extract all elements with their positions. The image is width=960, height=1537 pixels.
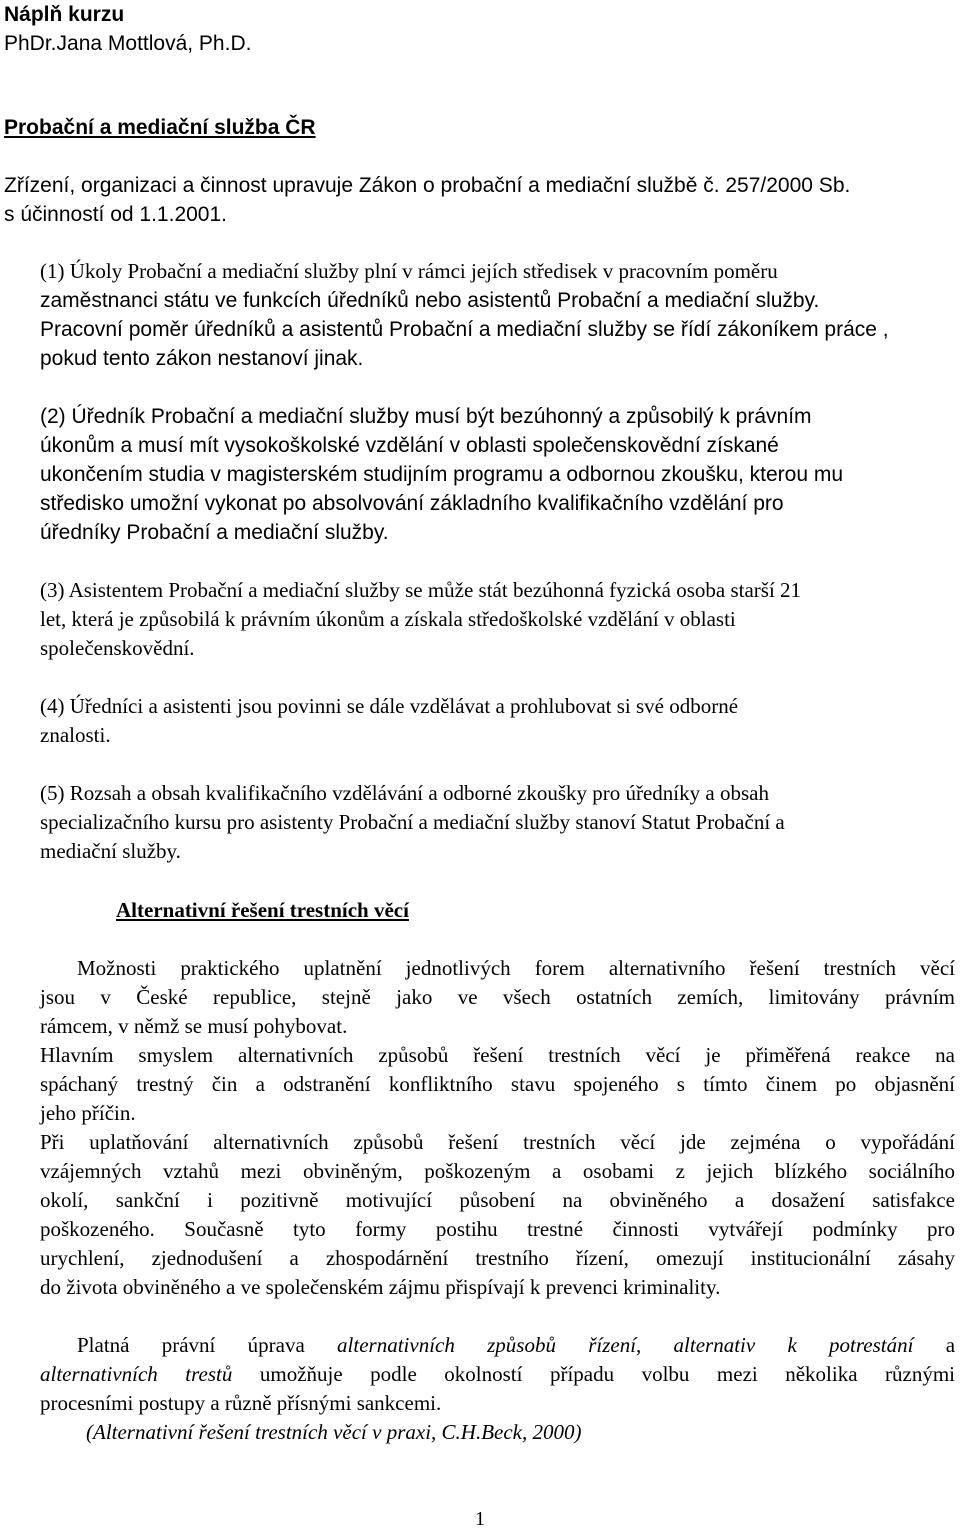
section-heading-probation: Probační a mediační služba ČR	[4, 116, 316, 139]
paragraph-line: urychlení, zjednodušení a zhospodárnění trestního řízení, omezují institucionální zásahy	[40, 1246, 955, 1270]
citation: (Alternativní řešení trestních věcí v praxi, C.H.Beck, 2000)	[86, 1420, 582, 1444]
intro-line-2: s účinností od 1.1.2001.	[4, 203, 227, 226]
paragraph-line: okolí, sankční i pozitivně motivující působení na obviněného a dosažení satisfakce	[40, 1188, 955, 1212]
author-name: PhDr.Jana Mottlová, Ph.D.	[4, 32, 252, 55]
paragraph-4-line: (4) Úředníci a asistenti jsou povinni se dále vzdělávat a prohlubovat si své odborné	[40, 694, 739, 718]
paragraph-5-line: (5) Rozsah a obsah kvalifikačního vzdělávání a odborné zkoušky pro úředníky a obsah	[40, 781, 769, 805]
paragraph-2-line: úředníky Probační a mediační služby.	[40, 521, 389, 544]
page-number: 1	[475, 1508, 485, 1530]
paragraph-3-line: společenskovědní.	[40, 636, 195, 660]
section-2-paragraph-2	[40, 1041, 955, 1128]
paragraph-line: poškozeného. Současně tyto formy postihu trestné činnosti vytvářejí podmínky pro	[40, 1217, 955, 1241]
paragraph-2-line: (2) Úředník Probační a mediační služby musí být bezúhonný a způsobilý k právním	[40, 405, 812, 428]
section-heading-alternative: Alternativní řešení trestních věcí	[116, 898, 409, 922]
paragraph-line: vzájemných vztahů mezi obviněným, poškozeným a osobami z jejich blízkého sociálního	[40, 1159, 955, 1183]
section-2-paragraph-1	[40, 954, 955, 1041]
paragraph-line: Hlavním smyslem alternativních způsobů řešení trestních věcí je přiměřená reakce na	[40, 1043, 955, 1067]
paragraph-line: alternativních trestů umožňuje podle okolností případu volbu mezi několika různými	[40, 1362, 956, 1386]
paragraph-line: jeho příčin.	[40, 1101, 136, 1125]
section-2-paragraph-3	[40, 1128, 955, 1302]
paragraph-line: procesními postupy a různě přísnými sankcemi.	[40, 1391, 442, 1415]
paragraph-2-line: ukončením studia v magisterském studijním programu a odbornou zkoušku, kterou mu	[40, 463, 844, 486]
paragraph-2-line: středisko umožní vykonat po absolvování základního kvalifikačního vzdělání pro	[40, 492, 784, 515]
intro-line-1: Zřízení, organizaci a činnost upravuje Zákon o probační a mediační službě č. 257/2000 Sb.	[4, 174, 851, 197]
section-2-paragraph-4	[40, 1331, 955, 1418]
paragraph-line: jsou v České republice, stejně jako ve všech ostatních zemích, limitovány právním	[40, 985, 955, 1009]
document-title: Náplň kurzu	[4, 3, 125, 26]
paragraph-1-line: (1) Úkoly Probační a mediační služby plní v rámci jejích středisek v pracovním poměru	[40, 259, 778, 283]
paragraph-1-line: zaměstnanci státu ve funkcích úředníků nebo asistentů Probační a mediační služby.	[40, 289, 820, 312]
paragraph-5-line: specializačního kursu pro asistenty Probační a mediační služby stanoví Statut Probační a	[40, 810, 785, 834]
paragraph-4-line: znalosti.	[40, 723, 111, 747]
paragraph-1-line: pokud tento zákon nestanoví jinak.	[40, 347, 364, 370]
paragraph-line: Možnosti praktického uplatnění jednotlivých forem alternativního řešení trestních věcí	[77, 956, 955, 980]
paragraph-1-line: Pracovní poměr úředníků a asistentů Probační a mediační služby se řídí zákoníkem práce ,	[40, 318, 889, 341]
paragraph-2-line: úkonům a musí mít vysokoškolské vzdělání v oblasti společenskovědní získané	[40, 434, 779, 457]
paragraph-3-line: (3) Asistentem Probační a mediační služby se může stát bezúhonná fyzická osoba starší 21	[40, 578, 802, 602]
paragraph-line: do života obviněného a ve společenském zájmu přispívají k prevenci kriminality.	[40, 1275, 721, 1299]
paragraph-line: Při uplatňování alternativních způsobů řešení trestních věcí jde zejména o vypořádání	[40, 1130, 955, 1154]
paragraph-line: Platná právní úprava alternativních způsobů řízení, alternativ k potrestání a	[77, 1333, 956, 1357]
paragraph-3-line: let, která je způsobilá k právním úkonům a získala středoškolské vzdělání v oblasti	[40, 607, 736, 631]
paragraph-line: rámcem, v němž se musí pohybovat.	[40, 1014, 348, 1038]
paragraph-line: spáchaný trestný čin a odstranění konfliktního stavu spojeného s tímto činem po objasnění	[40, 1072, 955, 1096]
paragraph-5-line: mediační služby.	[40, 839, 181, 863]
